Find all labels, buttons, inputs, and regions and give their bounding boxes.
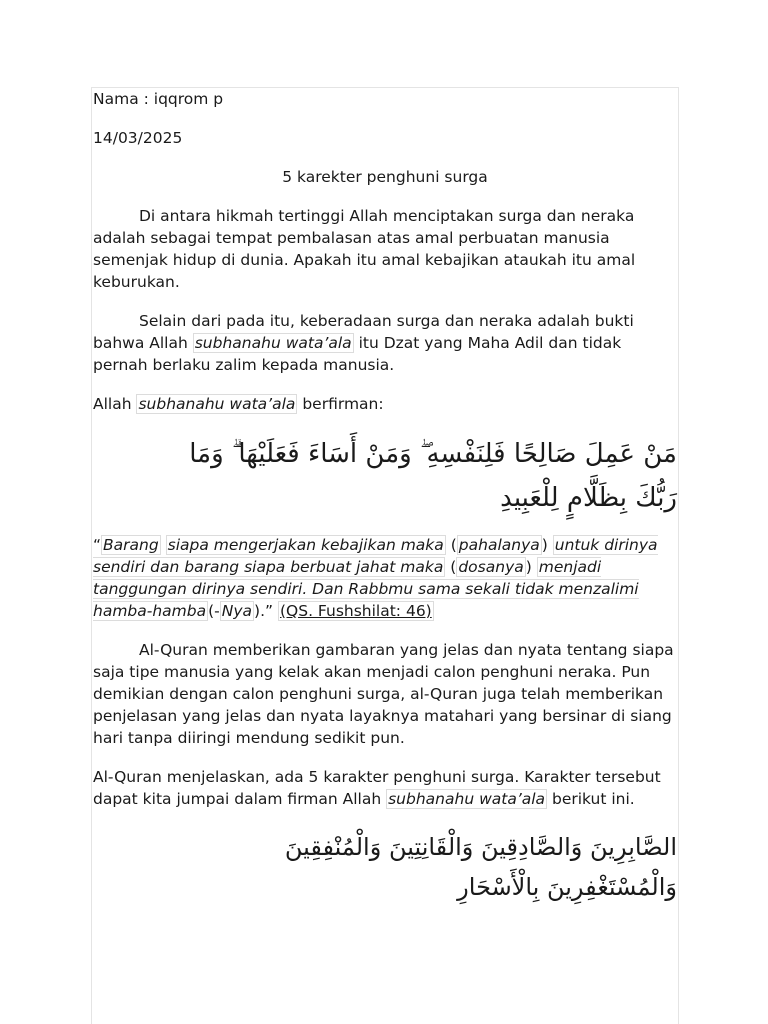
paragraph-characters-text-1: Al-Quran menjelaskan, ada 5 karakter penghuni surga. Karakter tersebut dapat kita jumpai dalam firman Allah	[93, 768, 661, 808]
paragraph-characters	[93, 766, 677, 810]
quote-paren: (	[450, 536, 457, 554]
arabic-verse-1-line-1: مَنْ عَمِلَ صَالِحًا فَلِنَفْسِهِ ۖ وَمَنْ أَسَاءَ فَعَلَيْهَا ۗ وَمَا	[189, 439, 677, 469]
honorific-phrase: subhanahu wata’ala	[388, 790, 546, 808]
document-title: 5 karekter penghuni surga	[282, 168, 488, 186]
quote-part: Barang	[103, 536, 159, 554]
quote-part: siapa mengerjakan kebajikan maka	[167, 536, 444, 554]
paragraph-intro: Di antara hikmah tertinggi Allah menciptakan surga dan neraka adalah sebagai tempat pembalasan atas amal perbuatan manusia semenjak hidup di dunia. Apakah itu amal kebajikan ataukah itu amal keburukan.	[93, 207, 636, 291]
quote-paren: (	[450, 558, 457, 576]
date-line: 14/03/2025	[93, 129, 183, 147]
paragraph-justice	[93, 310, 677, 376]
paragraph-justice-text-1: Selain dari pada itu, keberadaan surga dan neraka adalah bukti bahwa Allah	[93, 312, 634, 352]
document-content	[93, 88, 677, 921]
quote-close: ).”	[254, 602, 274, 620]
quote-part: menjadi tanggungan dirinya sendiri. Dan Rabbmu sama sekali tidak menzalimi hamba-hamba	[93, 558, 639, 620]
paragraph-firman	[93, 393, 677, 415]
quote-part: Nya	[221, 602, 253, 620]
paragraph-firman-text-2: berfirman:	[297, 395, 384, 413]
paragraph-guidance: Al-Quran memberikan gambaran yang jelas dan nyata tentang siapa saja tipe manusia yang kelak akan menjadi calon penghuni neraka. Pun demikian dengan calon penghuni surga, al-Quran juga telah memberikan penjelasan yang jelas dan nyata layaknya matahari yang bersinar di siang hari tanpa diiringi mendung sedikit pun.	[93, 641, 674, 747]
honorific-phrase: subhanahu wata’ala	[194, 334, 352, 352]
paragraph-firman-text-1: Allah	[93, 395, 137, 413]
verse-reference-link[interactable]: (QS. Fushshilat: 46)	[279, 602, 432, 620]
name-line: Nama : iqqrom p	[93, 90, 224, 108]
paragraph-justice-text-2: itu Dzat yang Maha Adil dan tidak pernah berlaku zalim kepada manusia.	[93, 334, 622, 374]
quote-paren: )	[525, 558, 532, 576]
arabic-verse-2	[93, 827, 677, 907]
quote-part: pahalanya	[458, 536, 540, 554]
arabic-verse-1-line-2: رَبُّكَ بِظَلَّامٍ لِلْعَبِيدِ	[500, 483, 677, 513]
quote-part: untuk dirinya sendiri dan barang siapa berbuat jahat maka	[93, 536, 658, 576]
verse-translation	[93, 534, 677, 622]
paragraph-characters-text-2: berikut ini.	[547, 790, 635, 808]
arabic-verse-1	[93, 432, 677, 520]
quote-part: dosanya	[458, 558, 524, 576]
quote-paren: )	[541, 536, 548, 554]
quote-paren: (-	[208, 602, 220, 620]
arabic-verse-2-line-1: الصَّابِرِينَ وَالصَّادِقِينَ وَالْقَانِتِينَ وَالْمُنْفِقِينَ	[284, 833, 677, 861]
honorific-phrase: subhanahu wata’ala	[138, 395, 296, 413]
quote-open: “	[93, 536, 102, 554]
arabic-verse-2-line-2: وَالْمُسْتَغْفِرِينَ بِالْأَسْحَارِ	[457, 873, 677, 901]
